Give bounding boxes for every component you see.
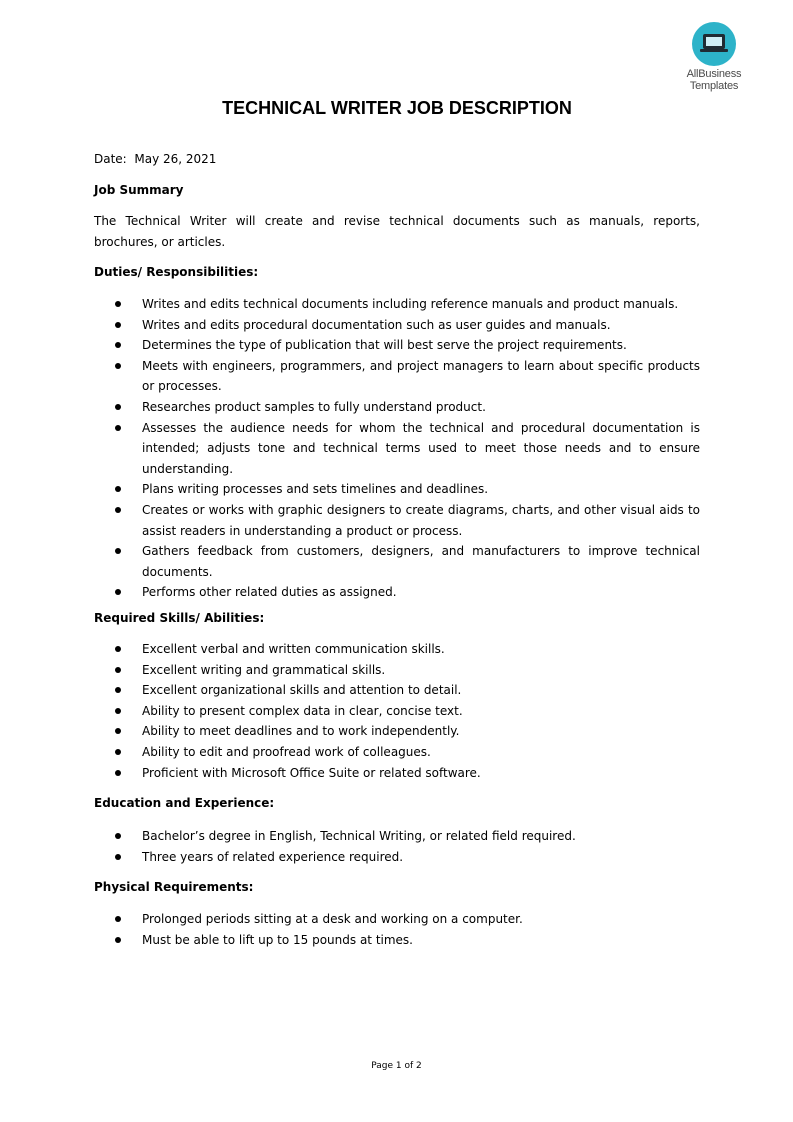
list-item-text: Ability to meet deadlines and to work independently. [142,724,460,739]
skills-heading: Required Skills/ Abilities: [94,611,265,625]
list-item [94,335,700,356]
physical-list [94,909,700,950]
list-item [94,541,700,582]
bullet-icon [115,646,121,652]
bullet-icon [115,548,121,554]
page-title: TECHNICAL WRITER JOB DESCRIPTION [222,98,572,118]
list-item-text: Writes and edits technical documents including reference manuals and product manuals. [142,297,679,311]
bullet-icon [115,322,121,328]
bullet-icon [115,728,121,734]
logo-line-2: Templates [689,80,739,92]
physical-heading: Physical Requirements: [94,880,254,894]
bullet-icon [115,486,121,492]
list-item [94,639,700,660]
list-item [94,356,700,397]
list-item-text: Excellent verbal and written communication skills. [142,642,445,656]
list-item-text: Excellent organizational skills and attention to detail. [142,683,462,698]
bullet-icon [115,667,121,673]
list-item-text: Gathers feedback from customers, designers, and manufacturers to improve technical documents. [142,544,700,579]
bullet-icon [115,342,121,348]
bullet-icon [115,507,121,513]
list-item [94,701,700,722]
date-value: May 26, 2021 [134,152,217,166]
logo-line-1: AllBusiness [686,68,742,80]
duties-heading: Duties/ Responsibilities: [94,265,259,279]
list-item [94,294,700,315]
list-item [94,479,700,500]
bullet-icon [115,770,121,776]
list-item [94,418,700,480]
list-item [94,315,700,336]
job-summary-heading: Job Summary [94,183,184,197]
list-item-text: Excellent writing and grammatical skills. [142,662,386,677]
list-item-text: Researches product samples to fully understand product. [142,399,486,414]
list-item [94,721,700,742]
bullet-icon [115,916,121,922]
date-label: Date: [94,152,127,166]
list-item [94,397,700,418]
bullet-icon [115,937,121,943]
skills-list [94,639,700,783]
list-item [94,660,700,681]
list-item [94,763,700,784]
list-item-text: Must be able to lift up to 15 pounds at times. [142,932,413,947]
list-item-text: Prolonged periods sitting at a desk and working on a computer. [142,912,523,926]
bullet-icon [115,833,121,839]
bullet-icon [115,687,121,693]
laptop-icon [692,22,736,66]
list-item [94,742,700,763]
company-logo [676,22,752,92]
date-line [94,149,700,170]
bullet-icon [115,301,121,307]
list-item-text: Plans writing processes and sets timelines and deadlines. [142,482,489,497]
job-summary-text: The Technical Writer will create and revise technical documents such as manuals, reports, brochures, or articles. [94,214,700,249]
bullet-icon [115,404,121,410]
list-item [94,500,700,541]
list-item-text: Three years of related experience required. [142,849,404,864]
page-number: Page 1 of 2 [371,1061,422,1071]
logo-text [676,68,752,92]
list-item [94,909,700,930]
list-item [94,680,700,701]
bullet-icon [115,749,121,755]
list-item-text: Ability to present complex data in clear, concise text. [142,703,463,718]
list-item [94,582,700,603]
list-item-text: Meets with engineers, programmers, and project managers to learn about specific products or processes. [142,358,700,394]
bullet-icon [115,589,121,595]
list-item-text: Writes and edits procedural documentation such as user guides and manuals. [142,317,611,332]
list-item [94,847,700,868]
list-item [94,826,700,847]
list-item-text: Creates or works with graphic designers to create diagrams, charts, and other visual aids to assist readers in understanding a product or process. [142,502,700,538]
education-heading: Education and Experience: [94,796,275,810]
bullet-icon [115,425,121,431]
list-item-text: Bachelor’s degree in English, Technical Writing, or related field required. [142,829,576,843]
bullet-icon [115,363,121,369]
list-item-text: Ability to edit and proofread work of colleagues. [142,744,431,759]
list-item-text: Assesses the audience needs for whom the technical and procedural documentation is intended; adjusts tone and technical terms used to meet those needs and to ensure understanding. [142,420,700,476]
bullet-icon [115,854,121,860]
duties-list [94,294,700,603]
education-list [94,826,700,867]
bullet-icon [115,708,121,714]
list-item [94,930,700,951]
list-item-text: Determines the type of publication that will best serve the project requirements. [142,338,627,353]
list-item-text: Performs other related duties as assigned. [142,585,397,600]
list-item-text: Proficient with Microsoft Office Suite or related software. [142,765,481,780]
